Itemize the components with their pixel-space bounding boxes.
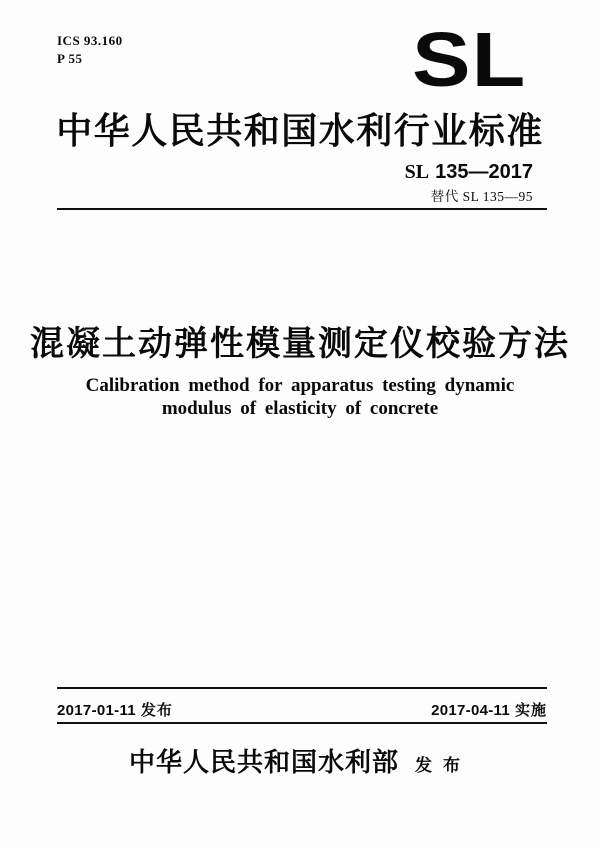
footer-divider-bottom [57,722,547,724]
standard-code-prefix: SL [404,161,430,183]
issue-date [57,699,173,720]
publish-label: 发布 [415,756,471,775]
effective-date-value: 2017-04-11 [431,702,510,719]
classification-code: P 55 [57,51,83,66]
title-en [0,374,600,420]
ics-code: ICS 93.160 [57,33,123,48]
standard-code-number: 135—2017 [435,161,533,183]
standard-type-title: 中华人民共和国水利行业标准 [56,111,544,151]
effective-date [431,699,547,720]
issue-date-value: 2017-01-11 [57,702,136,719]
header-divider [57,208,547,210]
replaces-note: 替代 SL 135—95 [430,189,533,204]
footer-divider-top [57,687,547,689]
title-en-line2: modulus of elasticity of concrete [161,398,439,419]
dates-row [57,699,547,720]
title-en-line1: Calibration method for apparatus testing dynamic [85,375,515,396]
sl-logo: SL [411,17,526,103]
publisher-row [0,742,600,779]
effective-date-label: 实施 [514,702,547,719]
publisher-name: 中华人民共和国水利部 [128,748,399,777]
title-zh: 混凝土动弹性模量测定仪校验方法 [30,325,570,363]
standard-code [405,161,533,184]
issue-date-label: 发布 [140,702,173,719]
